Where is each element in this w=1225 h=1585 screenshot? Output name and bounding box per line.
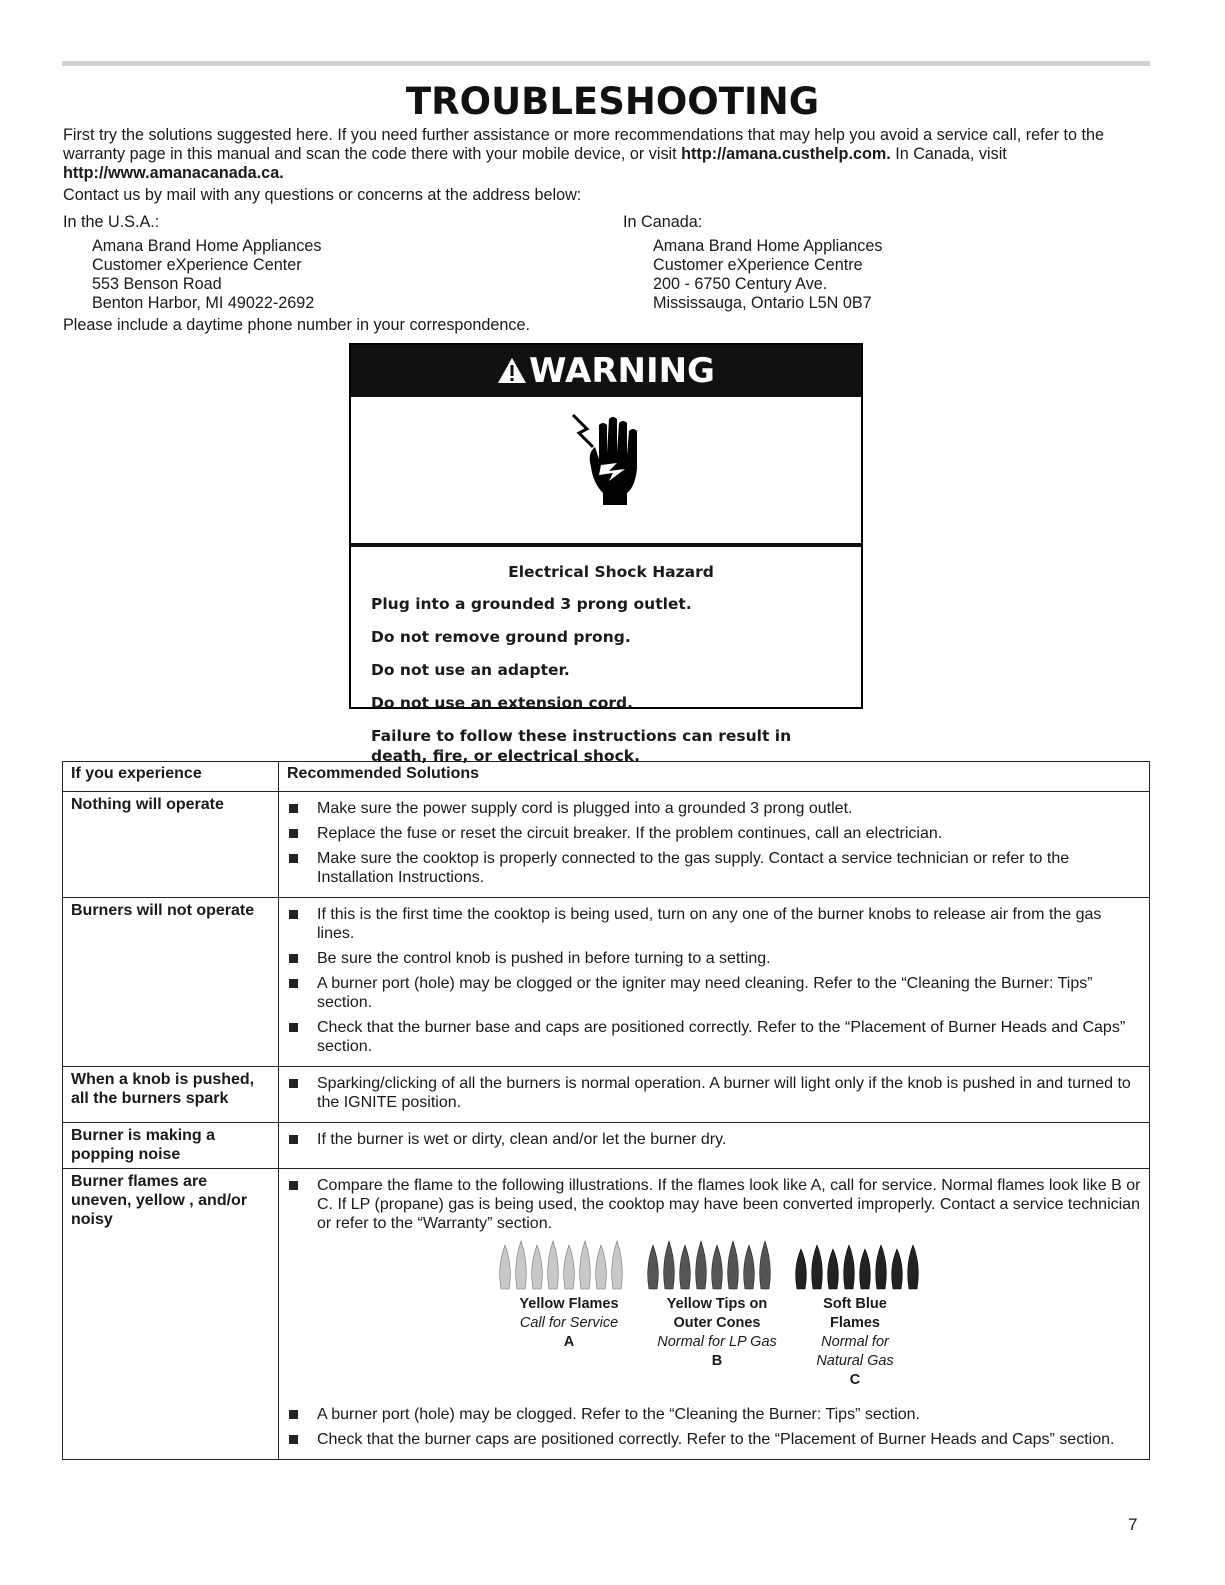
warning-triangle-icon (497, 347, 527, 399)
bullet-icon (289, 804, 298, 813)
flame-icons (497, 1239, 937, 1291)
problem-cell: When a knob is pushed, all the burners spark (63, 1067, 279, 1123)
warning-text (371, 563, 851, 779)
flame-illustrations (287, 1239, 1141, 1389)
table-row (63, 1123, 1150, 1169)
solution-item (287, 1018, 1141, 1056)
warning-line: Failure to follow these instructions can result in death, fire, or electrical shock. (371, 727, 792, 765)
problem-cell: Nothing will operate (63, 792, 279, 898)
solution-item (287, 949, 1141, 968)
solutions-cell (279, 1067, 1150, 1123)
solution-item (287, 1130, 1141, 1149)
yellow-flames-icon (500, 1241, 623, 1289)
flame-caption-c (805, 1295, 905, 1390)
warning-line: Do not use an adapter. (371, 661, 570, 679)
solution-item (287, 824, 1141, 843)
solution-item (287, 799, 1141, 818)
warning-heading: WARNING (529, 351, 715, 391)
flame-caption-a (509, 1295, 629, 1352)
phone-note: Please include a daytime phone number in your correspondence. (63, 316, 531, 334)
contact-text: Contact us by mail with any questions or concerns at the address below: (63, 186, 582, 204)
address-line: Benton Harbor, MI 49022-2692 (92, 294, 315, 312)
solution-item (287, 849, 1141, 887)
flame-note: Call for Service (519, 1315, 619, 1331)
flame-name: Yellow Tips on Outer Cones (666, 1296, 768, 1331)
soft-blue-flames-icon (796, 1245, 919, 1289)
solution-text: Check that the burner base and caps are positioned correctly. Refer to the “Placement of Burner Heads and Caps” section. (317, 1019, 1126, 1055)
solutions-cell (279, 898, 1150, 1067)
solution-text: Sparking/clicking of all the burners is normal operation. A burner will light only if the knob is pushed in and turned to the IGNITE position. (317, 1075, 1131, 1111)
address-line: Customer eXperience Center (92, 256, 302, 274)
problem-cell: Burner is making a popping noise (63, 1123, 279, 1169)
warning-header (351, 345, 861, 397)
bullet-icon (289, 1410, 298, 1419)
warning-line: Do not remove ground prong. (371, 628, 631, 646)
bullet-icon (289, 979, 298, 988)
troubleshooting-table (62, 761, 1150, 1460)
hazard-title: Electrical Shock Hazard (508, 563, 714, 581)
table-row (63, 1067, 1150, 1123)
bullet-icon (289, 1079, 298, 1088)
canada-label: In Canada: (623, 213, 703, 231)
canada-link[interactable]: http://www.amanacanada.ca. (63, 164, 284, 182)
bullet-icon (289, 1135, 298, 1144)
bullet-icon (289, 954, 298, 963)
solution-item (287, 1405, 1141, 1424)
intro-text-canada: In Canada, visit (890, 145, 1007, 163)
warning-box (349, 343, 863, 765)
table-row (63, 792, 1150, 898)
intro-text: First try the solutions suggested here. If you need further assistance or more recommendations that may help you avoid a service call, refer to the warranty page in this manual and scan the code there with your mobile device, or visit (63, 126, 1105, 163)
address-line: Mississauga, Ontario L5N 0B7 (653, 294, 872, 312)
bullet-icon (289, 910, 298, 919)
electric-shock-hand-icon (569, 407, 645, 507)
solution-item (287, 974, 1141, 1012)
flame-name: Yellow Flames (519, 1296, 619, 1312)
solution-item (287, 1074, 1141, 1112)
warning-line: Do not use an extension cord. (371, 694, 634, 712)
solution-text: A burner port (hole) may be clogged or the igniter may need cleaning. Refer to the “Cleaning the Burner: Tips” section. (317, 975, 1093, 1011)
solution-item (287, 1176, 1141, 1233)
bullet-icon (289, 1435, 298, 1444)
column-header-problem: If you experience (63, 762, 279, 792)
canada-address (653, 237, 882, 313)
page-number: 7 (1128, 1515, 1138, 1534)
bullet-icon (289, 1181, 298, 1190)
flame-letter: B (711, 1353, 723, 1369)
solution-item (287, 1430, 1141, 1449)
flame-name: Soft Blue Flames (823, 1296, 887, 1331)
solution-text: Check that the burner caps are positioned correctly. Refer to the “Placement of Burner Heads and Caps” section. (317, 1431, 1115, 1448)
warning-line: Plug into a grounded 3 prong outlet. (371, 595, 692, 613)
solution-text: Be sure the control knob is pushed in before turning to a setting. (317, 950, 771, 967)
usa-address (92, 237, 321, 313)
top-rule (62, 61, 1150, 66)
usa-label: In the U.S.A.: (63, 213, 160, 231)
address-line: Customer eXperience Centre (653, 256, 863, 274)
address-line: 553 Benson Road (92, 275, 222, 293)
solutions-cell (279, 792, 1150, 898)
flame-letter: A (563, 1334, 575, 1350)
table-row (63, 1169, 1150, 1460)
intro-paragraph (63, 126, 1153, 183)
yellow-tips-icon (648, 1241, 771, 1289)
solution-text: Make sure the cooktop is properly connected to the gas supply. Contact a service technician or refer to the Installation Instructions. (317, 850, 1070, 886)
column-header-solutions: Recommended Solutions (279, 762, 1150, 792)
solution-item (287, 905, 1141, 943)
address-line: Amana Brand Home Appliances (653, 237, 883, 255)
solutions-cell (279, 1123, 1150, 1169)
solutions-cell (279, 1169, 1150, 1460)
flame-note: Normal for Natural Gas (816, 1334, 894, 1369)
address-line: 200 - 6750 Century Ave. (653, 275, 828, 293)
problem-cell: Burner flames are uneven, yellow , and/or noisy (63, 1169, 279, 1460)
bullet-icon (289, 829, 298, 838)
support-link[interactable]: http://amana.custhelp.com. (681, 145, 891, 163)
address-line: Amana Brand Home Appliances (92, 237, 322, 255)
solution-text: A burner port (hole) may be clogged. Refer to the “Cleaning the Burner: Tips” section. (317, 1406, 920, 1423)
page-title: TROUBLESHOOTING (405, 80, 820, 123)
solution-text: If this is the first time the cooktop is being used, turn on any one of the burner knobs to release air from the gas lines. (317, 906, 1102, 942)
bullet-icon (289, 1023, 298, 1032)
solution-text: Compare the flame to the following illustrations. If the flames look like A, call for service. Normal flames look like B or C. If LP (propane) gas is being used, the cooktop may have been converted improperly. Contact a service technician or refer to the “Warranty” section. (317, 1177, 1141, 1232)
shock-icon-area (351, 397, 861, 547)
table-header-row (63, 762, 1150, 792)
solution-text: If the burner is wet or dirty, clean and/or let the burner dry. (317, 1131, 727, 1148)
solution-text: Make sure the power supply cord is plugged into a grounded 3 prong outlet. (317, 800, 853, 817)
table-row (63, 898, 1150, 1067)
problem-cell: Burners will not operate (63, 898, 279, 1067)
bullet-icon (289, 854, 298, 863)
flame-caption-b (647, 1295, 787, 1371)
flame-letter: C (849, 1372, 861, 1388)
flame-note: Normal for LP Gas (657, 1334, 777, 1350)
solution-text: Replace the fuse or reset the circuit breaker. If the problem continues, call an electrician. (317, 825, 943, 842)
